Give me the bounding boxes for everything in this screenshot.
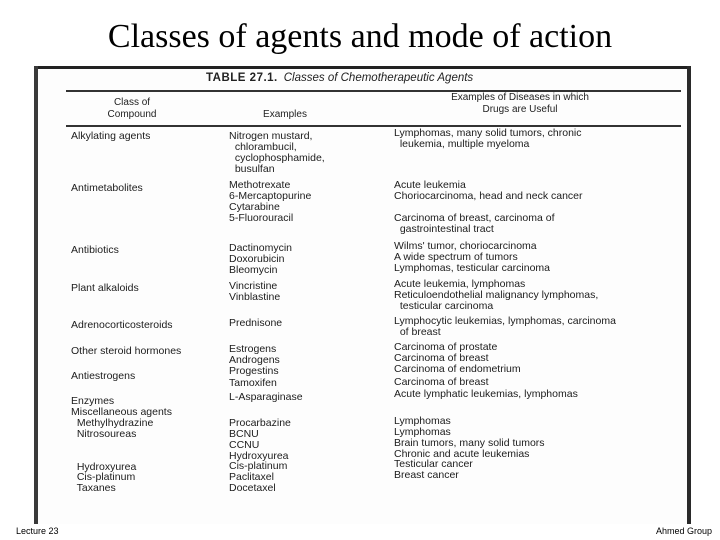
row-misc-examples: Procarbazine BCNU CCNU Hydroxyurea Cis-platinum Paclitaxel Docetaxel [229, 416, 291, 495]
row-adrenocorticosteroids-diseases: Lymphocytic leukemias, lymphomas, carcinoma of breast [394, 315, 616, 338]
slide-title: Classes of agents and mode of action [107, 18, 613, 55]
header-examples: Examples [263, 109, 307, 120]
row-antimetabolites-diseases: Acute leukemia Choriocarcinoma, head and neck cancer Carcinoma of breast, carcinoma of gastrointestinal tract [394, 179, 583, 235]
row-misc-diseases: Lymphomas Lymphomas Brain tumors, many solid tumors Chronic and acute leukemias Testicular cancer Breast cancer [394, 414, 545, 482]
row-antiestrogens-examples: Tamoxifen [229, 377, 277, 389]
header-class: Class of Compound [107, 97, 157, 120]
row-antiestrogens-diseases: Carcinoma of breast [394, 376, 489, 388]
row-steroid-hormones-examples: Estrogens Androgens Progestins [229, 343, 280, 377]
row-plant-alkaloids-diseases: Acute leukemia, lymphomas Reticuloendothelial malignancy lymphomas, testicular carcinoma [394, 278, 599, 312]
row-antibiotics-diseases: Wilms' tumor, choriocarcinoma A wide spectrum of tumors Lymphomas, testicular carcinoma [394, 240, 551, 274]
row-adrenocorticosteroids-class: Adrenocorticosteroids [71, 319, 173, 331]
row-antiestrogens-class: Antiestrogens [71, 370, 136, 382]
row-antimetabolites-examples: Methotrexate 6-Mercaptopurine Cytarabine 5-Fluorouracil [229, 179, 312, 224]
row-antibiotics-examples: Dactinomycin Doxorubicin Bleomycin [229, 242, 293, 276]
table-header-rule [66, 125, 681, 127]
row-plant-alkaloids-class: Plant alkaloids [71, 282, 139, 294]
header-diseases: Examples of Diseases in which Drugs are Useful [451, 92, 589, 115]
row-adrenocorticosteroids-examples: Prednisone [229, 317, 283, 329]
table-caption-text: Classes of Chemotherapeutic Agents [283, 72, 474, 84]
row-alkylating-examples: Nitrogen mustard, chlorambucil, cyclophosphamide, busulfan [229, 130, 325, 175]
row-enzymes-class: Enzymes [71, 395, 115, 407]
scan-border-top [34, 66, 691, 69]
scan-border-left [34, 66, 38, 524]
row-antibiotics-class: Antibiotics [71, 244, 119, 256]
row-plant-alkaloids-examples: Vincristine Vinblastine [229, 280, 281, 303]
row-enzymes-diseases: Acute lymphatic leukemias, lymphomas [394, 388, 578, 400]
footer-right: Ahmed Group [655, 526, 712, 536]
table-caption [206, 72, 473, 84]
row-antimetabolites-class: Antimetabolites [71, 182, 143, 194]
row-enzymes-examples: L-Asparaginase [229, 391, 303, 403]
row-steroid-hormones-diseases: Carcinoma of prostate Carcinoma of breast Carcinoma of endometrium [394, 341, 521, 375]
row-alkylating-diseases: Lymphomas, many solid tumors, chronic leukemia, multiple myeloma [394, 127, 582, 150]
row-alkylating-class: Alkylating agents [71, 130, 151, 142]
table-number: TABLE 27.1. [206, 72, 278, 84]
footer-left: Lecture 23 [16, 526, 59, 536]
scan-border-right [687, 66, 691, 524]
row-steroid-hormones-class: Other steroid hormones [71, 345, 182, 357]
row-misc-class: Miscellaneous agents Methylhydrazine Nitrosoureas Hydroxyurea Cis-platinum Taxanes [71, 406, 172, 495]
